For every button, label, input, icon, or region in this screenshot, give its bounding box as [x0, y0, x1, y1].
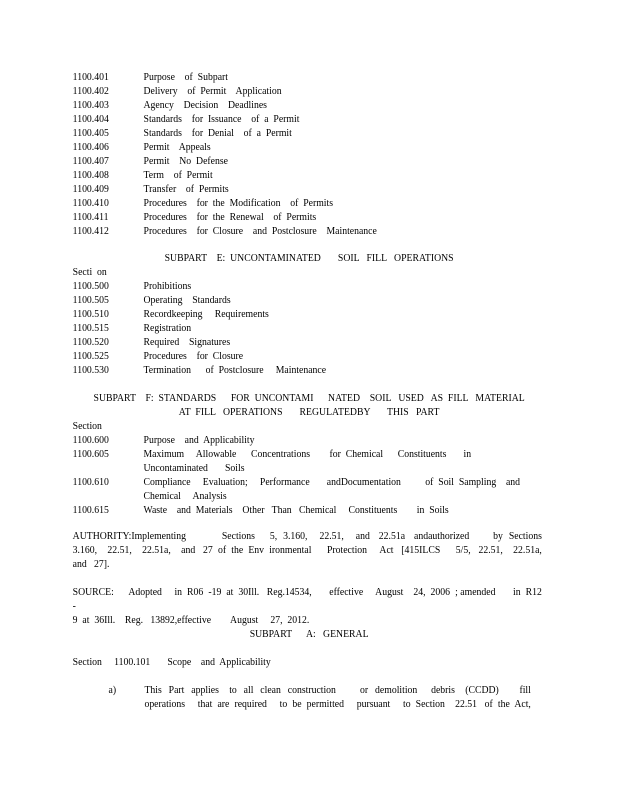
section-number: 1100.404: [72, 114, 109, 125]
section-title: Purpose and Applicability: [143, 435, 255, 446]
paragraph-a: [144, 684, 530, 712]
section-title: Waste and Materials Other Than Chemical Constituents in Soils: [143, 505, 449, 516]
section-title: Transfer of Permits: [143, 184, 229, 195]
section-number: 1100.520: [72, 337, 109, 348]
section-title: Procedures for Closure: [143, 351, 244, 362]
section-number: 1100.408: [72, 170, 109, 181]
section-title: Operating Standards: [143, 295, 231, 306]
section-number: 1100.600: [72, 435, 109, 446]
section-number: 1100.405: [72, 128, 109, 139]
paragraph-a-line1: This Part applies to all clean construction or demolition debris (CCDD) fill: [144, 685, 531, 696]
subpart-a-heading: SUBPART A: GENERAL: [249, 629, 369, 640]
source-note: [72, 586, 547, 628]
section-number: 1100.412: [72, 226, 109, 237]
subpart-e-heading: SUBPART E: UNCONTAMINATED SOIL FILL OPERATIONS: [164, 253, 454, 264]
section-title: Recordkeeping Requirements: [143, 309, 269, 320]
authority-line1: AUTHORITY:Implementing Sections 5, 3.160, 22.51, and 22.51a andauthorized by Sections: [72, 531, 542, 542]
section-title: Compliance Evaluation; Performance andDocumentation of Soil Sampling and: [143, 477, 521, 488]
section-number: 1100.505: [72, 295, 109, 306]
paragraph-a-line2: operations that are required to be permitted pursuant to Section 22.51 of the Act,: [144, 699, 531, 710]
section-title: Standards for Denial of a Permit: [143, 128, 292, 139]
section-title-continued: Uncontaminated Soils: [143, 463, 245, 474]
section-number: 1100.510: [72, 309, 109, 320]
authority-note: [73, 530, 542, 572]
section-number: 1100.409: [72, 184, 109, 195]
section-title: Termination of Postclosure Maintenance: [143, 365, 327, 376]
section-title: Permit No Defense: [143, 156, 228, 167]
subpart-f-section-label: Section: [72, 421, 102, 432]
subpart-e-section-label: Secti on: [72, 267, 107, 278]
section-number: 1100.605: [72, 449, 109, 460]
section-title: Agency Decision Deadlines: [143, 100, 267, 111]
section-title: Maximum Allowable Concentrations for Chemical Constituents in: [143, 449, 472, 460]
section-number: 1100.402: [72, 86, 109, 97]
section-title: Procedures for Closure and Postclosure Maintenance: [143, 226, 377, 237]
section-title: Procedures for the Modification of Permits: [143, 198, 333, 209]
subpart-f-heading-line2: AT FILL OPERATIONS REGULATEDBY THIS PART: [178, 407, 440, 418]
section-number: 1100.410: [72, 198, 109, 209]
section-number: 1100.401: [72, 72, 109, 83]
authority-line2: 3.160, 22.51, 22.51a, and 27 of the Env ironmental Protection Act [415ILCS 5/5, 22.51, 22.51a,: [72, 545, 542, 556]
section-number: 1100.530: [72, 365, 109, 376]
section-title: Term of Permit: [143, 170, 213, 181]
source-line1: SOURCE: Adopted in R06 -19 at 30Ill. Reg.14534, effective August 24, 2006 ; amended in R12 -: [72, 587, 547, 612]
section-title: Procedures for the Renewal of Permits: [143, 212, 317, 223]
section-heading: Section 1100.101 Scope and Applicability: [72, 657, 271, 668]
section-number: 1100.615: [72, 505, 109, 516]
section-title: Delivery of Permit Application: [143, 86, 282, 97]
source-line2: 9 at 36Ill. Reg. 13892,effective August 27, 2012.: [72, 615, 310, 626]
section-title: Purpose of Subpart: [143, 72, 228, 83]
section-title-continued: Chemical Analysis: [143, 491, 227, 502]
section-number: 1100.407: [72, 156, 109, 167]
section-title: Registration: [143, 323, 192, 334]
section-number: 1100.500: [72, 281, 109, 292]
paragraph-label: a): [108, 685, 117, 696]
subpart-f-heading-line1: SUBPART F: STANDARDS FOR UNCONTAMI NATED SOIL USED AS FILL MATERIAL: [93, 393, 525, 404]
section-number: 1100.411: [72, 212, 109, 223]
section-title: Permit Appeals: [143, 142, 211, 153]
section-number: 1100.515: [72, 323, 109, 334]
section-number: 1100.406: [72, 142, 109, 153]
section-number: 1100.403: [72, 100, 109, 111]
authority-line3: and 27].: [72, 559, 110, 570]
section-title: Prohibitions: [143, 281, 192, 292]
section-title: Standards for Issuance of a Permit: [143, 114, 300, 125]
section-number: 1100.610: [72, 477, 109, 488]
section-title: Required Signatures: [143, 337, 231, 348]
section-number: 1100.525: [72, 351, 109, 362]
